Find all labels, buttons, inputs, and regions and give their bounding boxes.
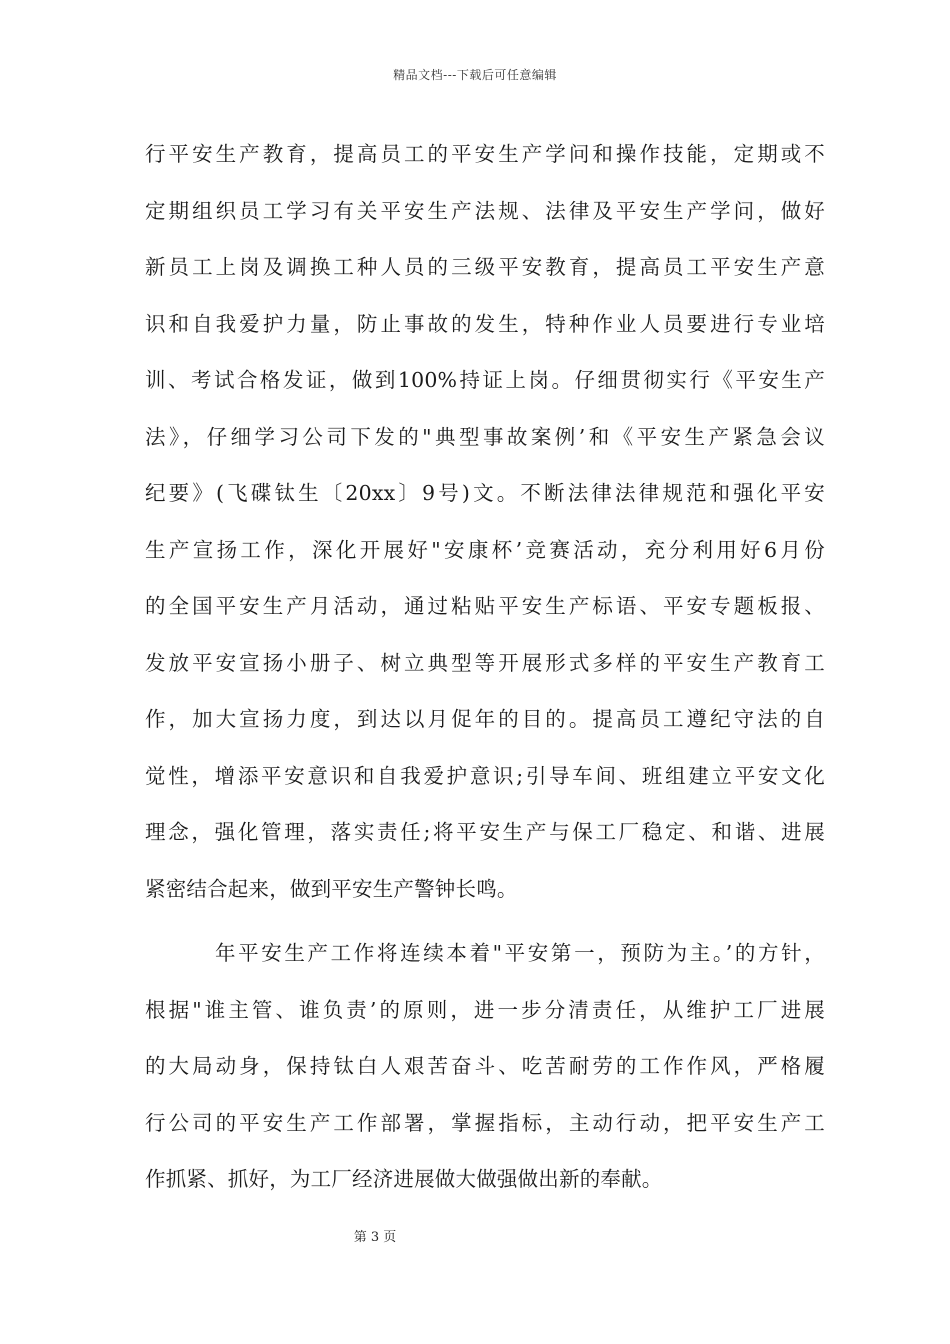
text-line: 的全国平安生产月活动，通过粘贴平安生产标语、平安专题板报、: [145, 594, 825, 618]
text-line: 识和自我爱护力量，防止事故的发生，特种作业人员要进行专业培: [145, 311, 825, 336]
text-line: 理念，强化管理，落实责任;将平安生产与保工厂稳定、和谐、进展: [145, 820, 825, 844]
text-line: 年平安生产工作将连续本着"平安第一，预防为主。’的方针，: [215, 941, 825, 965]
page-number: 第 3 页: [353, 1230, 397, 1245]
paragraph-1: [145, 126, 825, 917]
text-line: 觉性，增添平安意识和自我爱护意识;引导车间、班组建立平安文化: [145, 763, 825, 788]
text-line: 生产宣扬工作，深化开展好"安康杯’竞赛活动，充分利用好6月份: [145, 537, 825, 562]
text-line: 新员工上岗及调换工种人员的三级平安教育，提高员工平安生产意: [145, 255, 825, 279]
text-line: 紧密结合起来，做到平安生产警钟长鸣。: [145, 876, 518, 901]
text-line: 作，加大宣扬力度，到达以月促年的目的。提高员工遵纪守法的自: [145, 707, 825, 731]
text-line: 行公司的平安生产工作部署，掌握指标，主动行动，把平安生产工: [145, 1110, 825, 1135]
text-line: 训、考试合格发证，做到100%持证上岗。仔细贯彻实行《平安生产: [145, 368, 825, 392]
paragraph-2: [145, 925, 825, 1208]
text-line: 的大局动身，保持钛白人艰苦奋斗、吃苦耐劳的工作作风，严格履: [145, 1054, 825, 1078]
text-line: 纪要》(飞碟钛生〔20xx〕9号)文。不断法律法律规范和强化平安: [145, 481, 825, 505]
text-line: 作抓紧、抓好，为工厂经济进展做大做强做出新的奉献。: [145, 1167, 663, 1191]
text-line: 发放平安宣扬小册子、树立典型等开展形式多样的平安生产教育工: [145, 650, 825, 675]
text-line: 法》，仔细学习公司下发的"典型事故案例’和《平安生产紧急会议: [145, 424, 825, 449]
document-body: [145, 126, 825, 1208]
paragraph-spacer: [145, 917, 825, 925]
text-line: 定期组织员工学习有关平安生产法规、法律及平安生产学问，做好: [145, 198, 825, 223]
page-header: 精品文档---下载后可任意编辑: [393, 68, 557, 82]
text-line: 根据"谁主管、谁负责’的原则，进一步分清责任，从维护工厂进展: [145, 997, 825, 1022]
text-line: 行平安生产教育，提高员工的平安生产学问和操作技能，定期或不: [145, 142, 825, 166]
